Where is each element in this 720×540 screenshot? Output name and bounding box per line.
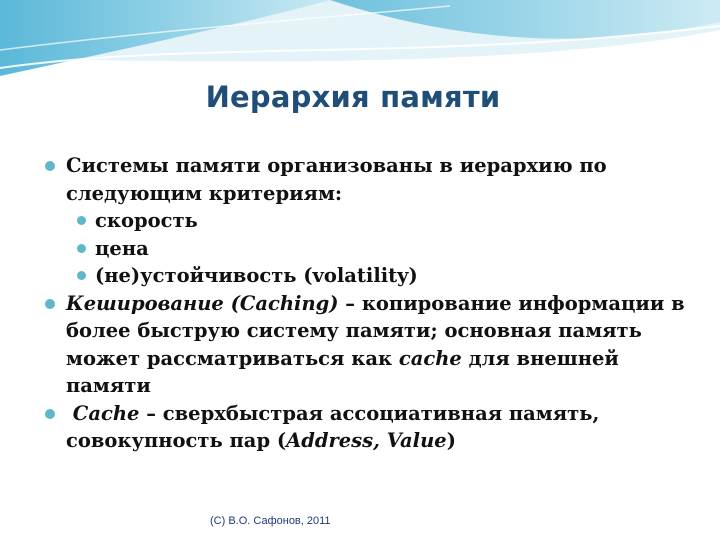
subitem-speed [44,207,704,235]
footer-copyright: (С) В.О. Сафонов, 2011 [210,515,331,527]
cache-text-b: ) [446,429,456,452]
subitem-speed-text: скорость [95,209,198,232]
caching-cache-word: cache [398,346,462,370]
caching-text-b: для внешней памяти [66,346,619,397]
bullet-dot-icon [77,271,86,280]
subitem-price [44,235,704,263]
bullet-dot-icon [45,161,55,171]
slide-title: Иерархия памяти [205,80,501,114]
cache-pair: Address, Value [286,429,447,452]
subitem-volatility [44,262,704,290]
bullet-dot-icon [45,299,55,309]
caching-text-a: – копирование информации в более быструю систему памяти; основная память может рассматриваться как [66,291,685,370]
bullet-hierarchy-text: Системы памяти организованы в иерархию по следующим критериям: [66,154,607,205]
cache-text-a: – сверхбыстрая ассоциативная память, совокупность пар ( [66,401,600,452]
bullet-cache [44,400,704,455]
subitem-volatility-text: (не)устойчивость (volatility) [95,264,418,287]
bullet-hierarchy [44,152,704,207]
bullet-caching [44,290,704,400]
slide-content [44,152,704,455]
bullet-dot-icon [77,244,86,253]
subitem-price-text: цена [95,236,149,260]
bullet-dot-icon [45,409,55,419]
bullet-dot-icon [77,216,86,225]
caching-term: Кеширование (Caching) [66,291,339,315]
cache-term: Cache [72,401,140,425]
header-wave-decoration [0,0,720,90]
